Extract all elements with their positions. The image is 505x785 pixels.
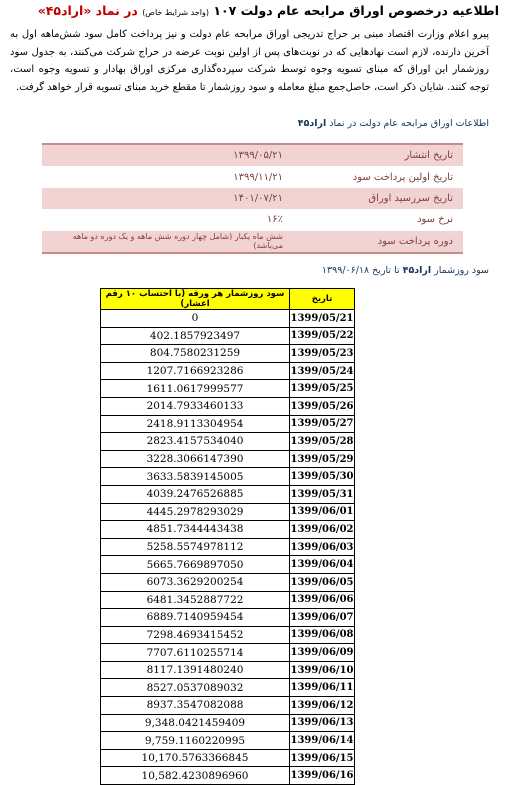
info-value: ۱۴۰۱/۰۷/۲۱ <box>42 188 293 209</box>
table-row <box>101 485 355 503</box>
interest-cell: 4039.2476526885 <box>101 485 290 503</box>
info-caption-symbol: اراد۴۵ <box>297 118 327 129</box>
date-cell: 1399/05/27 <box>290 415 355 433</box>
date-cell: 1399/06/14 <box>290 732 355 750</box>
table-row <box>101 591 355 609</box>
table-row <box>101 415 355 433</box>
interest-cell: 0 <box>101 310 290 328</box>
bond-info-table <box>42 143 463 254</box>
date-column-header: تاریخ <box>290 289 355 310</box>
table-row <box>101 310 355 328</box>
info-value: ۱۳۹۹/۰۵/۲۱ <box>42 144 293 166</box>
info-label: نرخ سود <box>293 209 463 230</box>
info-row <box>42 144 463 166</box>
date-cell: 1399/05/28 <box>290 433 355 451</box>
interest-cell: 6889.7140959454 <box>101 609 290 627</box>
table-row <box>101 556 355 574</box>
date-cell: 1399/06/12 <box>290 697 355 715</box>
interest-cell: 804.7580231259 <box>101 345 290 363</box>
interest-cell: 2418.9113304954 <box>101 415 290 433</box>
interest-cell: 10,170.5763366845 <box>101 749 290 767</box>
table-row <box>101 573 355 591</box>
info-label: دوره پرداخت سود <box>293 231 463 253</box>
table-row <box>101 661 355 679</box>
info-value: ۱۳۹۹/۱۱/۲۱ <box>42 166 293 187</box>
info-caption-text: اطلاعات اوراق مرابحه عام دولت در نماد <box>329 118 489 129</box>
interest-cell: 8117.1391480240 <box>101 661 290 679</box>
body-paragraph: پیرو اعلام وزارت اقتصاد مبنی بر حراج تدریجی اوراق مرابحه عام دولت و نیز پرداخت کامل سود شش‌ماهه اول به آخرین دارنده، لازم است نهادهایی که در نوبت‌های پس از اولین نوبت عرضه در حراج شرکت می‌کنند، به جدول سود روزشمار این اوراق که مبنای تسویه وجوه توسط شرکت سپرده‌گذاری مرکزی اوراق بهادار و تسویه وجوه است، توجه کنند. شایان ذکر است، حاصل‌جمع مبلغ معامله و سود روزشمار تا مقطع خرید مبنای تسویه قرار خواهد گرفت. <box>10 29 489 93</box>
title-note: (واجد شرایط خاص) <box>142 8 209 17</box>
date-cell: 1399/06/07 <box>290 609 355 627</box>
interest-cell: 2823.4157534040 <box>101 433 290 451</box>
table-row <box>101 697 355 715</box>
interest-column-header: سود روزشمار هر ورقه (با احتساب ۱۰ رقم اعشار) <box>101 289 290 310</box>
info-label: تاریخ انتشار <box>293 144 463 166</box>
table-row <box>101 644 355 662</box>
date-cell: 1399/05/23 <box>290 345 355 363</box>
interest-cell: 8527.0537089032 <box>101 679 290 697</box>
interest-cell: 9,759.1160220995 <box>101 732 290 750</box>
info-row <box>42 188 463 209</box>
info-label: تاریخ اولین پرداخت سود <box>293 166 463 187</box>
interest-cell: 1207.7166923286 <box>101 362 290 380</box>
table-header-row <box>101 289 355 310</box>
date-cell: 1399/06/05 <box>290 573 355 591</box>
date-cell: 1399/06/09 <box>290 644 355 662</box>
table-row <box>101 362 355 380</box>
date-cell: 1399/05/25 <box>290 380 355 398</box>
interest-cell: 4445.2978293029 <box>101 503 290 521</box>
date-cell: 1399/06/04 <box>290 556 355 574</box>
daily-interest-table <box>100 288 355 785</box>
date-cell: 1399/06/03 <box>290 538 355 556</box>
interest-cell: 10,582.4230896960 <box>101 767 290 785</box>
date-cell: 1399/05/26 <box>290 397 355 415</box>
announcement-title <box>6 2 499 22</box>
interest-cell: 5258.5574978112 <box>101 538 290 556</box>
interest-cell: 3633.5839145005 <box>101 468 290 486</box>
date-cell: 1399/05/24 <box>290 362 355 380</box>
title-main: اطلاعیه درخصوص اوراق مرابحه عام دولت ۱۰۷ <box>213 3 499 18</box>
table-row <box>101 450 355 468</box>
date-cell: 1399/05/21 <box>290 310 355 328</box>
table-row <box>101 714 355 732</box>
date-cell: 1399/05/29 <box>290 450 355 468</box>
date-cell: 1399/06/10 <box>290 661 355 679</box>
date-cell: 1399/06/13 <box>290 714 355 732</box>
info-value: شش ماه یکبار (شامل چهار دوره شش ماهه و یک دوره دو ماهه می‌باشد) <box>42 231 293 253</box>
table-row <box>101 380 355 398</box>
table-row <box>101 468 355 486</box>
table-row <box>101 538 355 556</box>
interest-cell: 1611.0617999577 <box>101 380 290 398</box>
title-symbol: در نماد «اراد۴۵» <box>37 3 138 18</box>
table-row <box>101 397 355 415</box>
date-cell: 1399/06/08 <box>290 626 355 644</box>
info-value: ۱۶٪ <box>42 209 293 230</box>
table-row <box>101 327 355 345</box>
info-row <box>42 166 463 187</box>
rates-caption <box>322 265 489 276</box>
table-row <box>101 433 355 451</box>
date-cell: 1399/06/15 <box>290 749 355 767</box>
info-row <box>42 231 463 253</box>
table-row <box>101 521 355 539</box>
rates-caption-prefix: سود روزشمار <box>434 265 489 276</box>
interest-cell: 3228.3066147390 <box>101 450 290 468</box>
table-row <box>101 345 355 363</box>
interest-cell: 5665.7669897050 <box>101 556 290 574</box>
interest-cell: 7298.4693415452 <box>101 626 290 644</box>
interest-cell: 6481.3452887722 <box>101 591 290 609</box>
date-cell: 1399/05/30 <box>290 468 355 486</box>
table-row <box>101 749 355 767</box>
info-row <box>42 209 463 230</box>
interest-cell: 402.1857923497 <box>101 327 290 345</box>
info-caption <box>298 118 489 129</box>
rates-caption-symbol: اراد۴۵ <box>402 265 432 276</box>
interest-cell: 2014.7933460133 <box>101 397 290 415</box>
table-row <box>101 609 355 627</box>
interest-cell: 7707.6110255714 <box>101 644 290 662</box>
rates-caption-suffix: تا تاریخ ۱۳۹۹/۰۶/۱۸ <box>321 265 400 276</box>
interest-cell: 6073.3629200254 <box>101 573 290 591</box>
date-cell: 1399/06/02 <box>290 521 355 539</box>
interest-cell: 8937.3547082088 <box>101 697 290 715</box>
table-row <box>101 503 355 521</box>
date-cell: 1399/05/31 <box>290 485 355 503</box>
date-cell: 1399/06/06 <box>290 591 355 609</box>
date-cell: 1399/06/11 <box>290 679 355 697</box>
interest-cell: 4851.7344443438 <box>101 521 290 539</box>
date-cell: 1399/06/01 <box>290 503 355 521</box>
table-row <box>101 767 355 785</box>
date-cell: 1399/06/16 <box>290 767 355 785</box>
table-row <box>101 679 355 697</box>
table-row <box>101 626 355 644</box>
date-cell: 1399/05/22 <box>290 327 355 345</box>
info-label: تاریخ سررسید اوراق <box>293 188 463 209</box>
interest-cell: 9,348.0421459409 <box>101 714 290 732</box>
table-row <box>101 732 355 750</box>
